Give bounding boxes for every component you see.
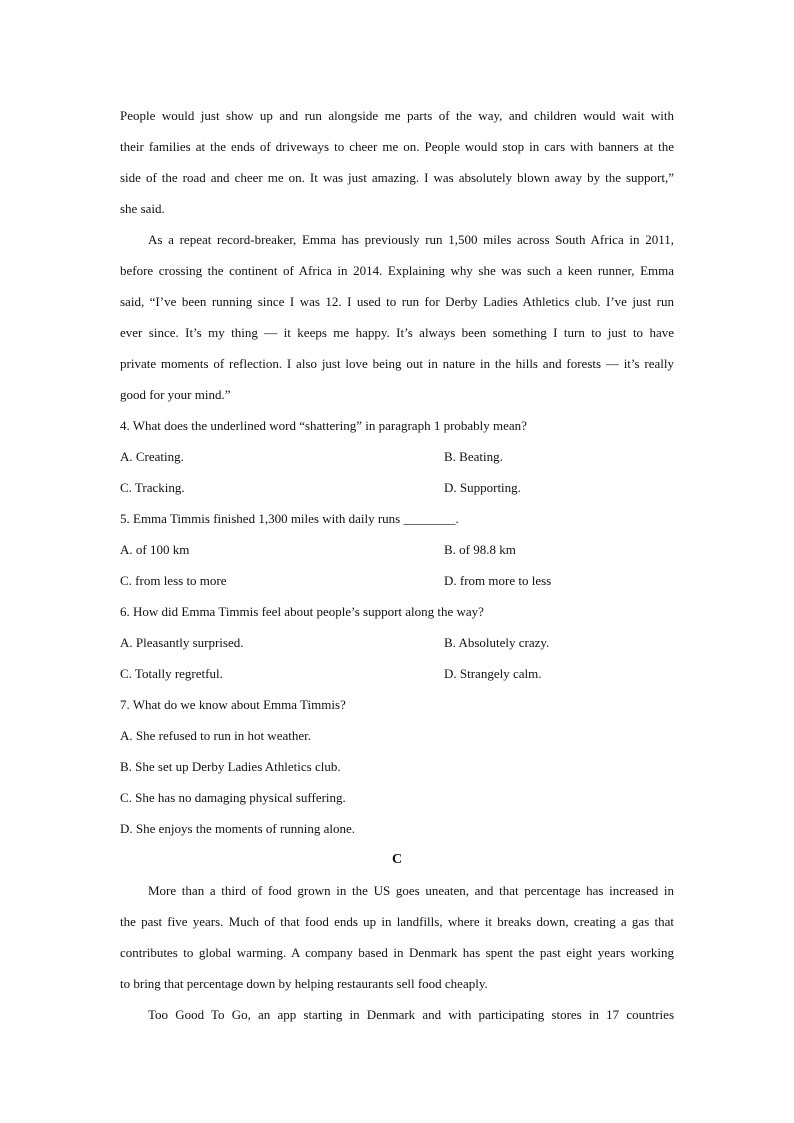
option-d[interactable]: D. She enjoys the moments of running alone. — [120, 821, 356, 836]
option-c[interactable]: C. Tracking. — [120, 480, 185, 495]
question-stem: 6. How did Emma Timmis feel about people’s support along the way? — [120, 604, 484, 619]
option-row — [120, 565, 674, 596]
question-stem: 5. Emma Timmis finished 1,300 miles with daily runs ________. — [120, 511, 459, 526]
text-line: good for your mind.” — [120, 387, 231, 402]
option-c[interactable]: C. Totally regretful. — [120, 666, 223, 681]
text-line: More than a third of food grown in the US goes uneaten, and that percentage has increased in — [148, 883, 674, 898]
option-c[interactable]: C. from less to more — [120, 573, 227, 588]
option-row — [120, 534, 674, 565]
question-4 — [120, 410, 674, 503]
text-line: their families at the ends of driveways to cheer me on. People would stop in cars with banners at the — [120, 139, 674, 154]
section-title: C — [391, 852, 403, 867]
passage-b-paragraph-2 — [120, 224, 674, 410]
option-row — [120, 472, 674, 503]
option-a[interactable]: A. Pleasantly surprised. — [120, 635, 244, 650]
text-line: ever since. It’s my thing — it keeps me happy. It’s always been something I turn to just to have — [120, 325, 674, 340]
option-a[interactable]: A. of 100 km — [120, 542, 190, 557]
question-7 — [120, 689, 674, 844]
text-line: People would just show up and run alongside me parts of the way, and children would wait with — [120, 108, 674, 123]
option-b[interactable]: B. Absolutely crazy. — [444, 635, 550, 650]
option-b[interactable]: B. She set up Derby Ladies Athletics club. — [120, 759, 341, 774]
question-5 — [120, 503, 674, 596]
question-stem: 7. What do we know about Emma Timmis? — [120, 697, 346, 712]
exam-page — [120, 100, 674, 1030]
text-line: the past five years. Much of that food ends up in landfills, where it breaks down, creating a gas that — [120, 914, 674, 929]
text-line: side of the road and cheer me on. It was just amazing. I was absolutely blown away by the support,” — [120, 170, 674, 185]
passage-b-paragraph-1 — [120, 100, 674, 224]
option-a[interactable]: A. She refused to run in hot weather. — [120, 728, 311, 743]
text-line: As a repeat record-breaker, Emma has previously run 1,500 miles across South Africa in 2011, — [148, 232, 674, 247]
option-c[interactable]: C. She has no damaging physical suffering. — [120, 790, 346, 805]
option-row — [120, 627, 674, 658]
option-d[interactable]: D. from more to less — [444, 573, 552, 588]
text-line: contributes to global warming. A company based in Denmark has spent the past eight years working — [120, 945, 674, 960]
option-d[interactable]: D. Strangely calm. — [444, 666, 542, 681]
question-6 — [120, 596, 674, 689]
section-c-paragraph-2 — [120, 999, 674, 1030]
option-row — [120, 441, 674, 472]
option-b[interactable]: B. Beating. — [444, 449, 503, 464]
text-line: before crossing the continent of Africa in 2014. Explaining why she was such a keen runner, Emma — [120, 263, 674, 278]
text-line: to bring that percentage down by helping restaurants sell food cheaply. — [120, 976, 488, 991]
option-a[interactable]: A. Creating. — [120, 449, 184, 464]
option-d[interactable]: D. Supporting. — [444, 480, 521, 495]
option-b[interactable]: B. of 98.8 km — [444, 542, 516, 557]
text-line: said, “I’ve been running since I was 12. I used to run for Derby Ladies Athletics club. I’ve just run — [120, 294, 674, 309]
section-c-paragraph-1 — [120, 875, 674, 999]
question-stem: 4. What does the underlined word “shattering” in paragraph 1 probably mean? — [120, 418, 527, 433]
text-line: she said. — [120, 201, 165, 216]
text-line: private moments of reflection. I also just love being out in nature in the hills and forests — it’s really — [120, 356, 674, 371]
option-row — [120, 658, 674, 689]
text-line: Too Good To Go, an app starting in Denmark and with participating stores in 17 countries — [148, 1007, 674, 1022]
